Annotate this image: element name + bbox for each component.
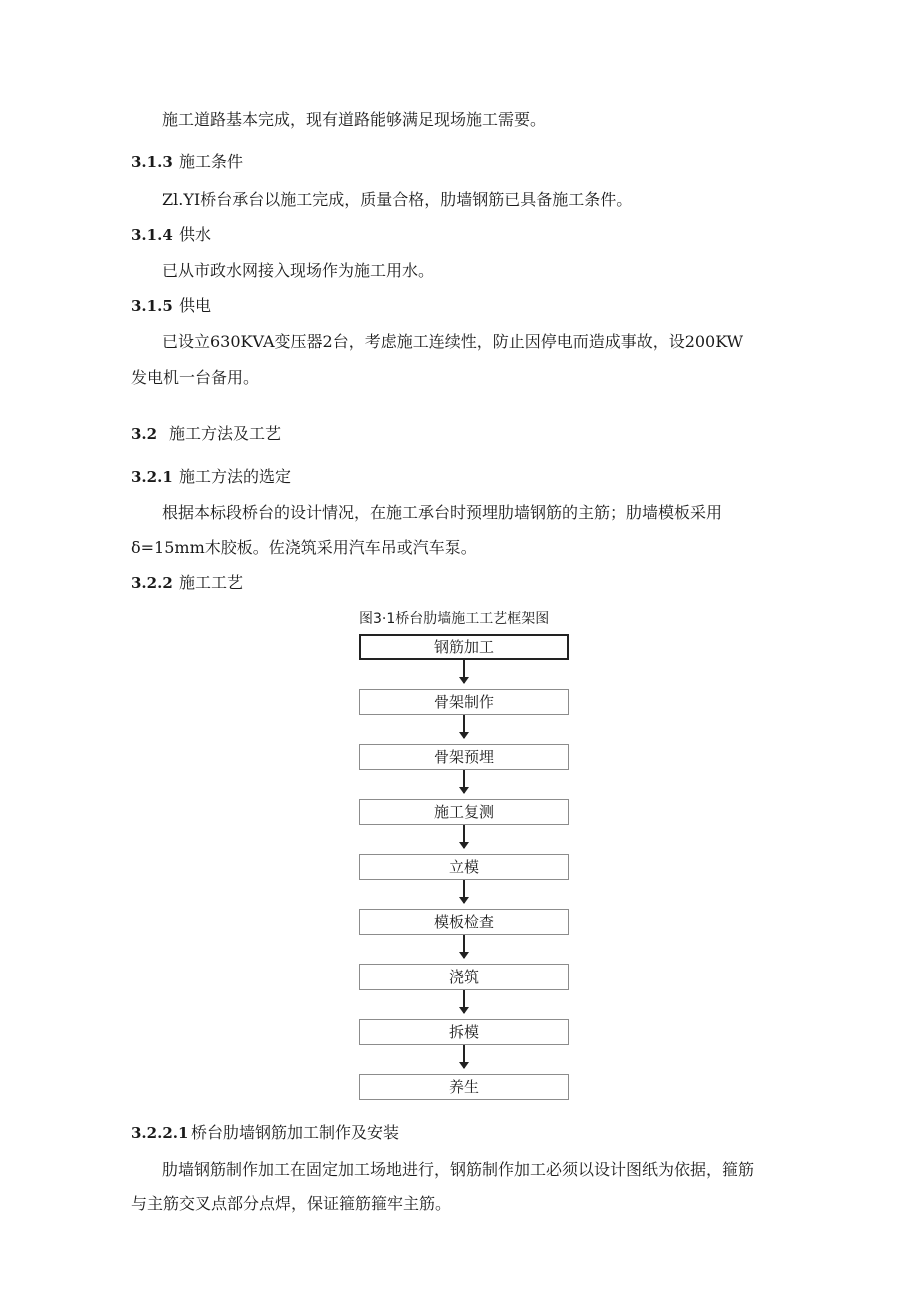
figure-caption: 图3·1桥台肋墙施工工艺框架图 — [359, 611, 550, 627]
paragraph-water: 已从市政水网接入现场作为施工用水。 — [162, 261, 435, 280]
section-heading-3-1-4 — [131, 225, 211, 245]
paragraph-roads: 施工道路基本完成，现有道路能够满足现场施工需要。 — [162, 110, 547, 129]
flow-step-survey-check: 施工复测 — [359, 799, 569, 825]
section-title: 施工方法的选定 — [179, 467, 292, 486]
flow-arrow — [463, 935, 465, 958]
section-number: 3.1.5 — [131, 297, 173, 315]
section-title: 桥台肋墙钢筋加工制作及安装 — [191, 1123, 400, 1142]
flow-step-formwork-removal: 拆模 — [359, 1019, 569, 1045]
flow-step-cage-fabrication: 骨架制作 — [359, 689, 569, 715]
section-number: 3.1.4 — [131, 226, 173, 244]
flow-arrow — [463, 880, 465, 903]
flow-arrow — [463, 770, 465, 793]
flow-step-formwork-inspection: 模板检查 — [359, 909, 569, 935]
paragraph-method-line-2: δ=15mm木胶板。佐浇筑采用汽车吊或汽车泵。 — [131, 538, 477, 557]
flow-arrow — [463, 660, 465, 683]
section-number: 3.1.3 — [131, 153, 173, 171]
flow-arrow — [463, 825, 465, 848]
flow-arrow — [463, 715, 465, 738]
flow-step-pouring: 浇筑 — [359, 964, 569, 990]
section-title: 施工条件 — [179, 152, 244, 171]
paragraph-method-line-1: 根据本标段桥台的设计情况，在施工承台时预埋肋墙钢筋的主筋；肋墙模板采用 — [162, 503, 723, 522]
section-heading-3-1-3 — [131, 152, 243, 172]
section-heading-3-2 — [131, 424, 281, 444]
paragraph-conditions: Zl.YI桥台承台以施工完成，质量合格，肋墙钢筋已具备施工条件。 — [162, 190, 633, 209]
section-heading-3-2-2 — [131, 573, 243, 593]
section-number: 3.2.2.1 — [131, 1124, 189, 1142]
section-heading-3-2-1 — [131, 467, 291, 487]
paragraph-power-line-2: 发电机一台备用。 — [131, 368, 260, 387]
flow-arrow — [463, 990, 465, 1013]
flow-step-cage-embedding: 骨架预埋 — [359, 744, 569, 770]
section-heading-3-1-5 — [131, 296, 211, 316]
flow-step-formwork-erection: 立模 — [359, 854, 569, 880]
section-heading-3-2-2-1 — [131, 1123, 399, 1143]
paragraph-rebar-line-2: 与主筋交叉点部分点焊，保证箍筋箍牢主筋。 — [131, 1194, 452, 1213]
section-title: 供电 — [179, 296, 212, 315]
section-number: 3.2.2 — [131, 574, 173, 592]
paragraph-rebar-line-1: 肋墙钢筋制作加工在固定加工场地进行，钢筋制作加工必须以设计图纸为依据，箍筋 — [162, 1160, 755, 1179]
flow-step-curing: 养生 — [359, 1074, 569, 1100]
section-number: 3.2.1 — [131, 468, 173, 486]
section-title: 施工方法及工艺 — [169, 424, 282, 443]
flow-step-rebar-processing: 钢筋加工 — [359, 634, 569, 660]
section-number: 3.2 — [131, 425, 158, 443]
section-title: 供水 — [179, 225, 212, 244]
flow-arrow — [463, 1045, 465, 1068]
paragraph-power-line-1: 已设立630KVA变压器2台，考虑施工连续性，防止因停电而造成事故，设200KW — [162, 332, 744, 351]
section-title: 施工工艺 — [179, 573, 244, 592]
